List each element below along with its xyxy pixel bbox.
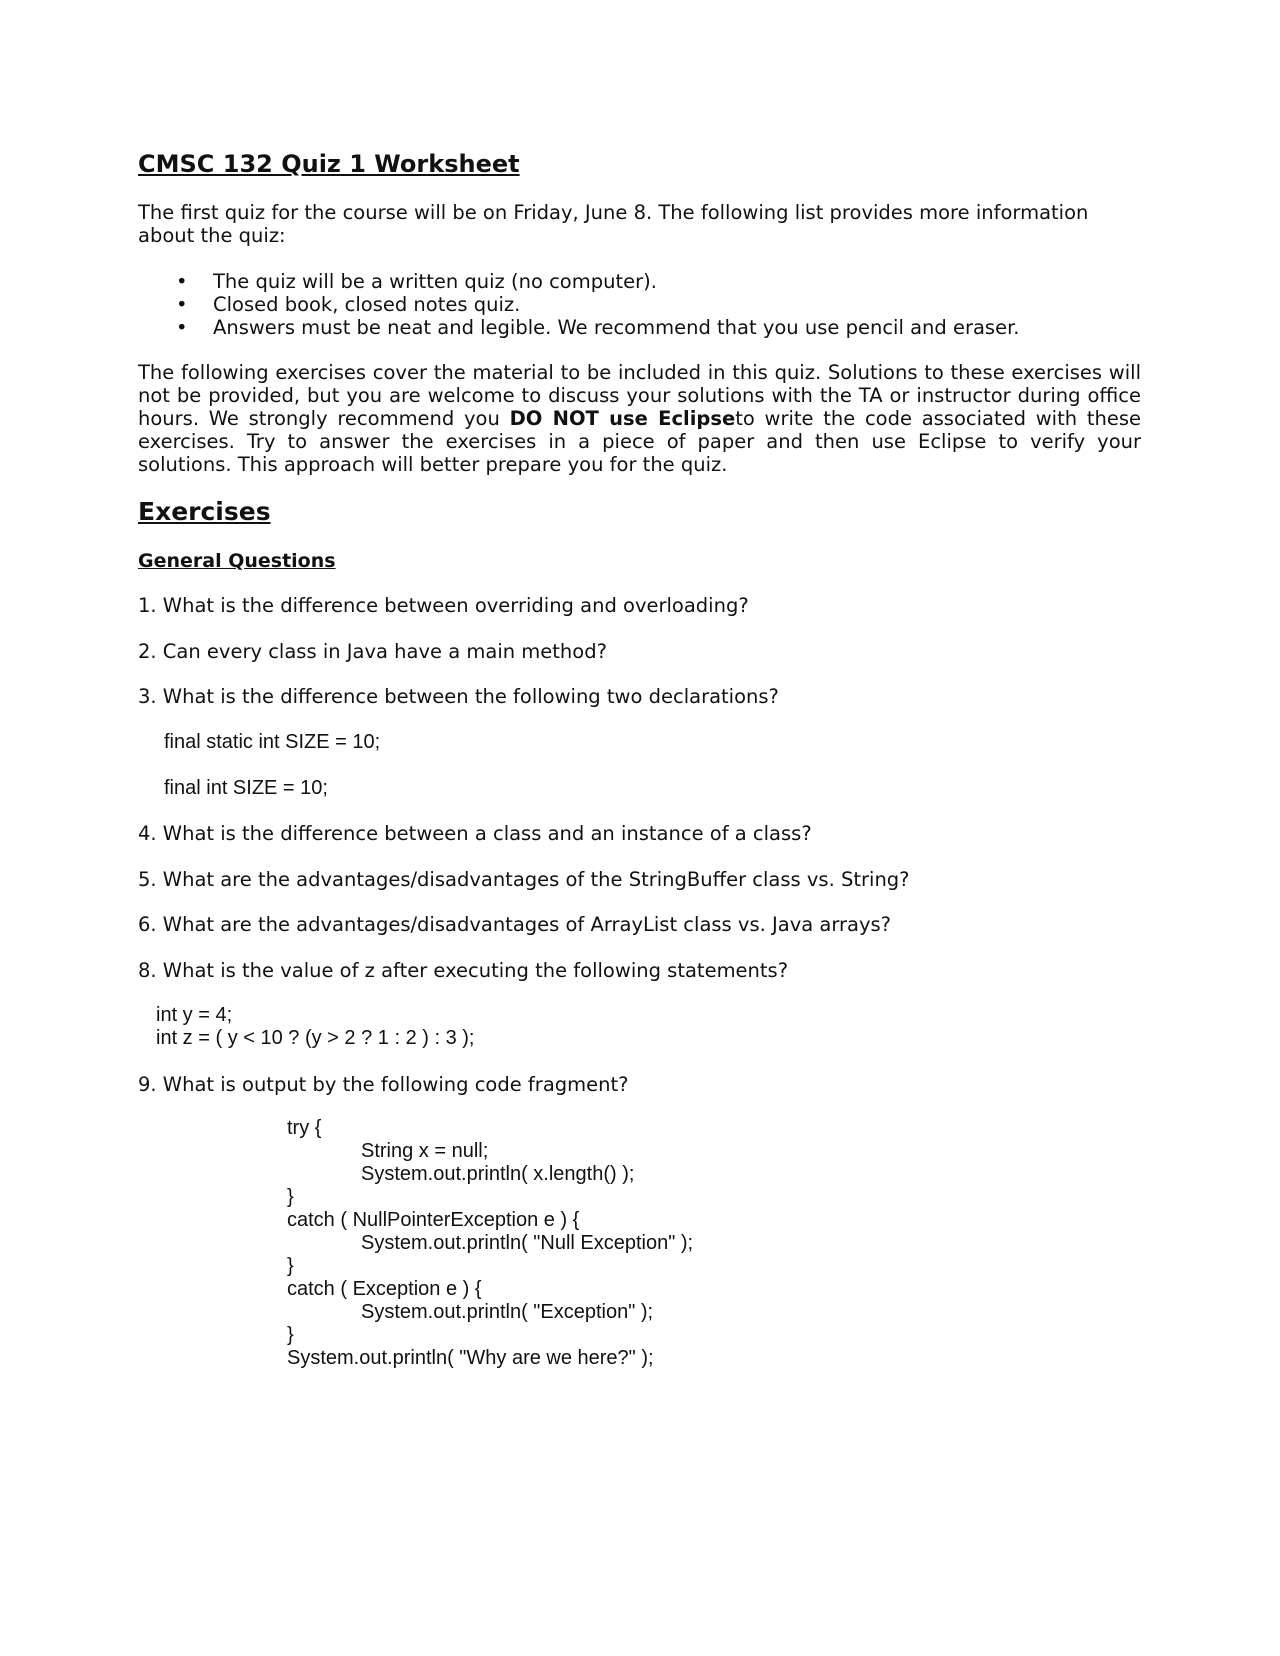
question-8: 8. What is the value of z after executing the following statements? [138,959,789,982]
question-4: 4. What is the difference between a class and an instance of a class? [138,822,812,845]
declaration-static: final static int SIZE = 10; [164,731,381,753]
exercises-heading: Exercises [138,497,271,526]
document-title: CMSC 132 Quiz 1 Worksheet [138,150,520,178]
code-line: catch ( Exception e ) { [287,1278,482,1300]
bullet-icon: • [176,293,188,316]
question-1: 1. What is the difference between overriding and overloading? [138,594,749,617]
code-line: String x = null; [361,1140,489,1162]
instructions-text-part1: The following exercises cover the material to be included in this quiz. Solutions to these exercises will not be provided, but you are welcome to discuss your solutions with the TA or instructor during office hours. We strongly recommend you [138,361,1141,430]
list-item [138,316,1020,339]
instructions-paragraph [138,361,1141,476]
code-line: } [287,1324,294,1346]
list-item [138,293,1020,316]
code-line: int y = 4; [156,1004,233,1026]
bullet-icon: • [176,316,188,339]
list-item-text: Answers must be neat and legible. We recommend that you use pencil and eraser. [213,316,1020,339]
code-line: int z = ( y < 10 ? (y > 2 ? 1 : 2 ) : 3 ); [156,1027,475,1049]
list-item-text: Closed book, closed notes quiz. [213,293,521,316]
question-5: 5. What are the advantages/disadvantages of the StringBuffer class vs. String? [138,868,910,891]
code-line: System.out.println( "Null Exception" ); [361,1232,694,1254]
bullet-icon: • [176,270,188,293]
code-line: } [287,1255,294,1277]
list-item-text: The quiz will be a written quiz (no computer). [213,270,657,293]
instructions-emphasis: DO NOT use Eclipse [509,407,736,430]
question-2: 2. Can every class in Java have a main method? [138,640,607,663]
question-9: 9. What is output by the following code fragment? [138,1073,629,1096]
declaration-instance: final int SIZE = 10; [164,777,328,799]
list-item [138,270,1020,293]
question-6: 6. What are the advantages/disadvantages of ArrayList class vs. Java arrays? [138,913,892,936]
code-line: catch ( NullPointerException e ) { [287,1209,580,1231]
code-line: System.out.println( x.length() ); [361,1163,635,1185]
code-line: System.out.println( "Exception" ); [361,1301,654,1323]
question-3: 3. What is the difference between the following two declarations? [138,685,779,708]
code-line: System.out.println( "Why are we here?" ); [287,1347,654,1369]
code-line: } [287,1186,294,1208]
instructions-text-part2: to write the code associated with these exercises. Try to answer the exercises in a piece of paper and then use Eclipse to verify your solutions. This approach will better prepare you for the quiz. [138,407,1141,476]
intro-paragraph: The first quiz for the course will be on Friday, June 8. The following list provides more information about the quiz: [138,201,1089,247]
code-line: try { [287,1117,322,1139]
quiz-info-list [138,270,1020,339]
code-snippet-z [156,1004,474,1050]
code-snippet-try [287,1117,693,1370]
general-questions-heading: General Questions [138,550,336,572]
